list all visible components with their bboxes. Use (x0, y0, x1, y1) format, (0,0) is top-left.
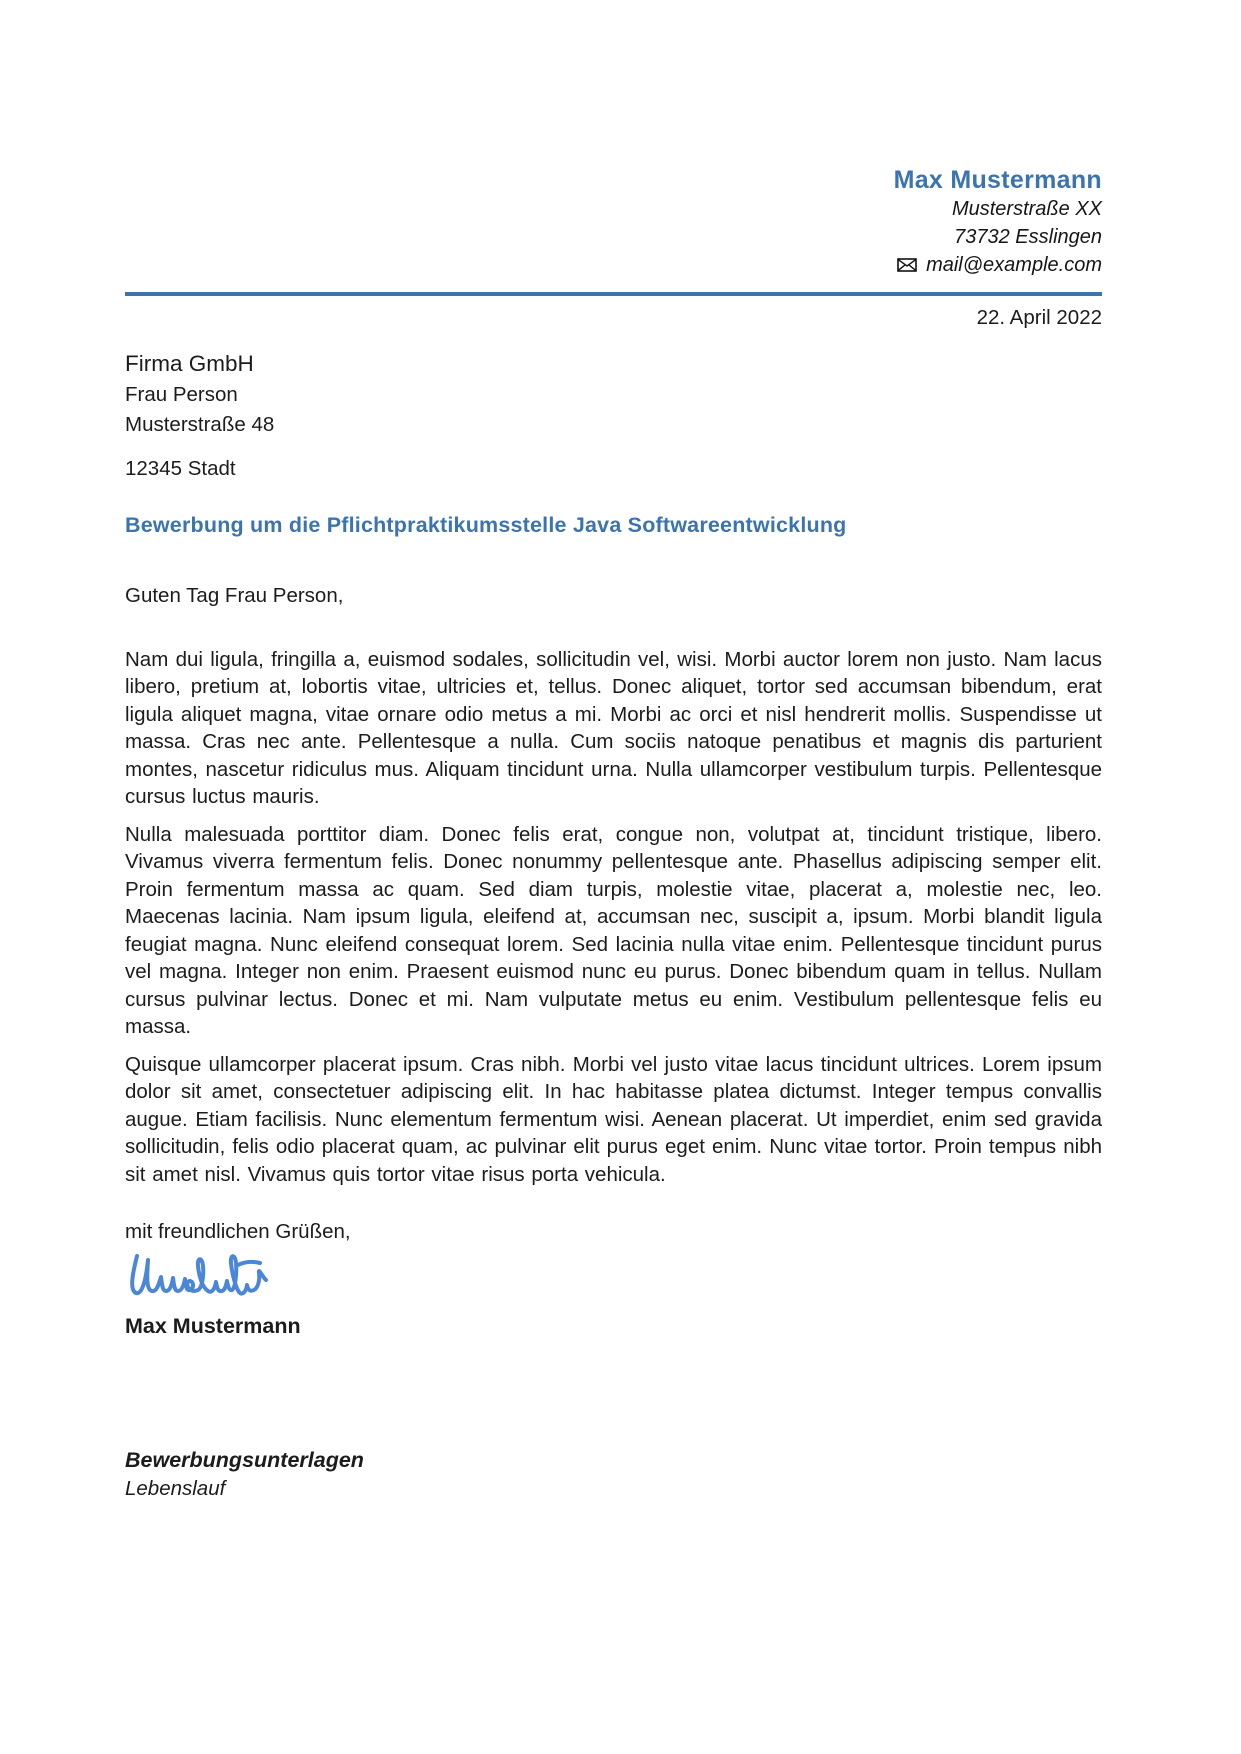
enclosure-item: Lebenslauf (125, 1476, 226, 1500)
sender-email-line (125, 251, 1102, 280)
sender-street: Musterstraße XX (951, 198, 1102, 220)
sender-name: Max Mustermann (893, 166, 1102, 194)
enclosures-title: Bewerbungsunterlagen (125, 1447, 364, 1472)
envelope-icon (897, 252, 917, 280)
sender-city: 73732 Esslingen (954, 226, 1102, 248)
body-paragraph-3: Quisque ullamcorper placerat ipsum. Cras nibh. Morbi vel justo vitae lacus tincidunt ultrices. Lorem ipsum dolor sit amet, consectetuer adipiscing elit. In hac habitasse platea dictumst. Integer tempus convallis augue. Etiam facilisis. Nunc elementum fermentum wisi. Aenean placerat. Ut imperdiet, enim sed gravida sollicitudin, felis odio placerat quam, ac pulvinar elit purus eget enim. Nunc vitae tortor. Proin tempus nibh sit amet nisl. Vivamus quis tortor vitae risus porta vehicula. (125, 1052, 1102, 1186)
recipient-block (125, 348, 1102, 484)
enclosures-block (125, 1445, 1102, 1503)
body-paragraph-2: Nulla malesuada porttitor diam. Donec felis erat, congue non, volutpat at, tincidunt tristique, libero. Vivamus viverra fermentum felis. Donec nonummy pellentesque ante. Phasellus adipiscing semper elit. Proin fermentum massa ac quam. Sed diam turpis, molestie vitae, placerat a, molestie nec, leo. Maecenas lacinia. Nam ipsum ligula, eleifend at, accumsan nec, suscipit a, ipsum. Morbi blandit ligula feugiat magna. Nunc eleifend consequat lorem. Sed lacinia nulla vitae enim. Pellentesque tincidunt purus vel magna. Integer non enim. Praesent euismod nunc eu purus. Donec bibendum quam in tellus. Nullam cursus pulvinar lectus. Donec et mi. Nam vulputate metus eu enim. Vestibulum pellentesque felis eu massa. (125, 822, 1102, 1038)
recipient-contact: Frau Person (125, 383, 238, 406)
body-paragraph-1: Nam dui ligula, fringilla a, euismod sodales, sollicitudin vel, wisi. Morbi auctor lorem non justo. Nam lacus libero, pretium at, lobortis vitae, ultricies et, tellus. Donec aliquet, tortor sed accumsan bibendum, erat ligula aliquet magna, vitae ornare odio metus a mi. Morbi ac orci et nisl hendrerit mollis. Suspendisse ut massa. Cras nec ante. Pellentesque a nulla. Cum sociis natoque penatibus et magnis dis parturient montes, nascetur ridiculus mus. Aliquam tincidunt urna. Nulla ullamcorper vestibulum turpis. Pellentesque cursus luctus mauris. (125, 647, 1102, 808)
letter-date: 22. April 2022 (976, 306, 1102, 329)
sender-block (125, 165, 1102, 280)
recipient-city: 12345 Stadt (125, 457, 236, 480)
recipient-street: Musterstraße 48 (125, 413, 275, 436)
handwritten-signature-icon (125, 1248, 1102, 1306)
salutation: Guten Tag Frau Person, (125, 584, 344, 607)
valediction: mit freundlichen Grüßen, (125, 1220, 351, 1243)
subject-line: Bewerbung um die Pflichtpraktikumsstelle Java Softwareentwicklung (125, 513, 847, 537)
header-divider-rule (125, 292, 1102, 296)
signature-name: Max Mustermann (125, 1313, 301, 1338)
sender-email: mail@example.com (926, 254, 1102, 276)
recipient-company: Firma GmbH (125, 351, 254, 376)
